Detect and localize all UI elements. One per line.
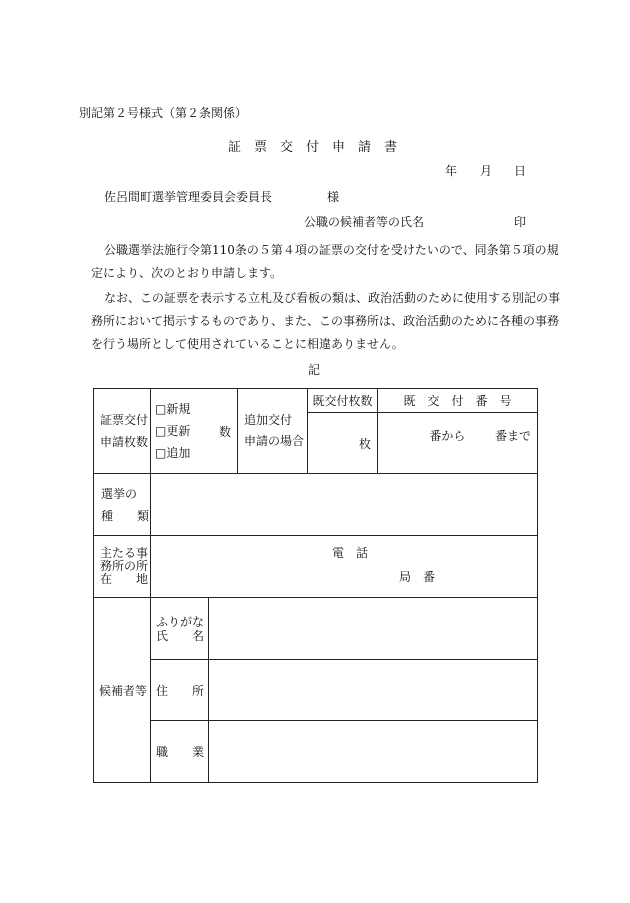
application-type-cell — [151, 389, 238, 474]
paragraph-2-line-3: を行う場所として使用されていることに相違ありません。 — [91, 337, 404, 351]
paragraph-2-line-2: 務所において掲示するものであり、また、この事務所は、政治活動のために各種の事務 — [91, 314, 560, 328]
seal-mark: 印 — [514, 215, 527, 229]
form-number: 別記第２号様式（第２条関係） — [79, 106, 248, 120]
office-location-line-1: 主たる事 — [100, 546, 149, 560]
occupation-label-cell: 職 業 — [151, 721, 209, 783]
document-title: 証 票 交 付 申 請 書 — [228, 140, 398, 155]
additional-issue-line-2: 申請の場合 — [244, 434, 305, 448]
count-label-line-1: 証票交付 — [100, 413, 149, 427]
additional-issue-line-1: 追加交付 — [244, 413, 293, 427]
furigana-label: ふりがな — [156, 614, 205, 629]
paragraph-1-line-1: 公職選挙法施行令第110条の５第４項の証票の交付を受けたいので、同条第５項の規 — [104, 243, 559, 257]
address-field[interactable] — [209, 660, 538, 721]
count-label-line-2: 申請枚数 — [100, 435, 149, 449]
additional-issue-cell — [238, 389, 308, 474]
candidate-label-cell: 候補者等 — [94, 598, 151, 783]
election-type-field[interactable] — [151, 474, 538, 536]
issued-number-range-cell[interactable] — [378, 413, 538, 474]
honorific: 様 — [327, 190, 340, 204]
date-day-label: 日 — [514, 164, 527, 178]
office-location-label-cell — [94, 536, 151, 598]
office-location-line-2: 務所の所 — [100, 559, 149, 573]
applicant-name-label: 公職の候補者等の氏名 — [304, 215, 425, 229]
occupation-field[interactable] — [209, 721, 538, 783]
checkbox-new[interactable]: □新規 — [155, 402, 191, 416]
unit-mai-label: 枚 — [358, 436, 371, 451]
office-location-line-3: 在 地 — [100, 572, 149, 586]
phone-label: 電 話 — [332, 546, 369, 560]
unit-sheets-label: 数 — [218, 425, 231, 439]
address-label-cell: 住 所 — [151, 660, 209, 721]
application-form-table — [93, 388, 538, 783]
ki-label: 記 — [308, 363, 321, 377]
name-label-cell — [151, 598, 209, 660]
election-type-line-1: 選挙の — [101, 486, 138, 501]
issued-count-cell[interactable] — [308, 413, 378, 474]
count-label-cell — [94, 389, 151, 474]
issued-number-header: 既 交 付 番 号 — [378, 389, 538, 413]
name-label: 氏 名 — [156, 628, 205, 643]
issued-count-header: 既交付枚数 — [308, 389, 378, 413]
office-location-field[interactable] — [151, 536, 538, 598]
date-year-label: 年 — [445, 164, 458, 178]
checkbox-renew[interactable]: □更新 — [155, 424, 191, 438]
election-type-label-cell — [94, 474, 151, 536]
paragraph-2-line-1: なお、この証票を表示する立札及び看板の類は、政治活動のために使用する別記の事 — [104, 291, 561, 305]
exchange-label: 局 番 — [399, 570, 436, 584]
name-field[interactable] — [209, 598, 538, 660]
paragraph-1-line-2: 定により、次のとおり申請します。 — [91, 266, 283, 280]
addressee: 佐呂間町選挙管理委員会委員長 — [104, 190, 273, 204]
range-from-label: 番から — [429, 429, 466, 443]
date-month-label: 月 — [480, 164, 493, 178]
checkbox-add[interactable]: □追加 — [155, 446, 191, 460]
election-type-line-2: 種 類 — [101, 508, 150, 523]
range-to-label: 番まで — [494, 429, 531, 443]
